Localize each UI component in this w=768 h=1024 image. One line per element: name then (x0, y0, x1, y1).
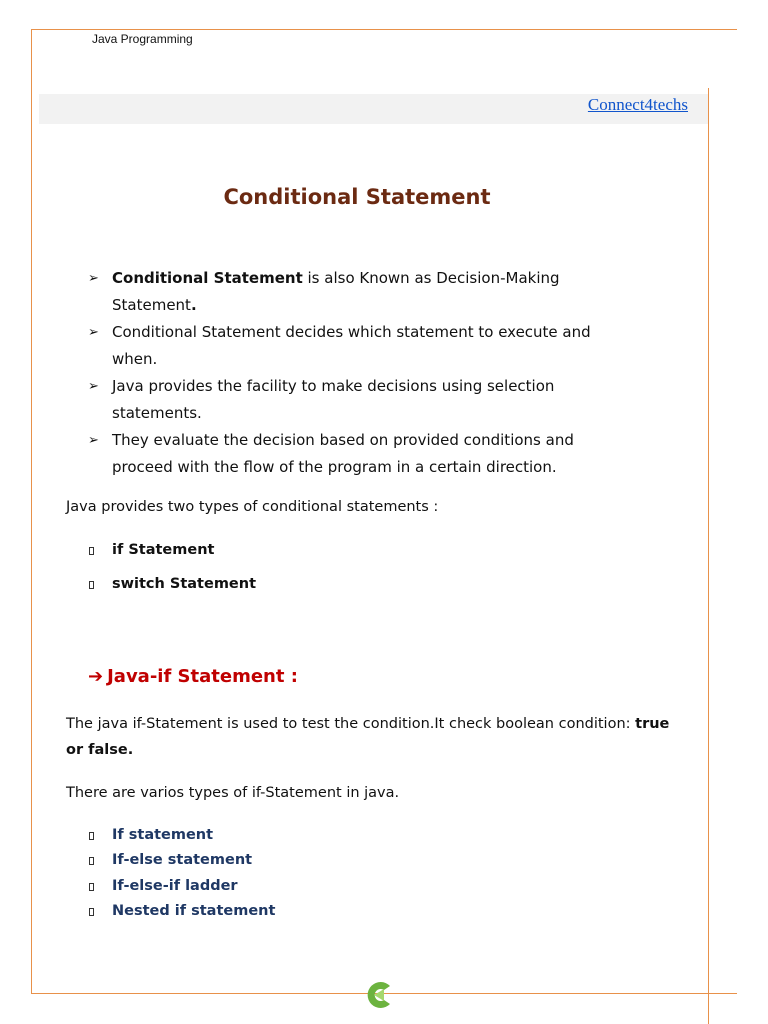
square-box-icon (89, 832, 94, 840)
section-heading-text: Java-if Statement : (107, 666, 298, 687)
bullet-text: Java provides the facility to make decisions using selection statements. (112, 377, 555, 422)
list-item (88, 876, 275, 901)
bullet-bold-tail: . (190, 296, 197, 314)
square-box-icon (89, 547, 94, 555)
running-header: Java Programming (92, 32, 193, 46)
variety-label: If-else-if ladder (112, 877, 238, 894)
square-box-icon (89, 857, 94, 865)
type-label: if Statement (112, 542, 215, 558)
section-description (66, 711, 686, 763)
type-label: switch Statement (112, 576, 257, 592)
section-heading (88, 664, 298, 690)
page-border-top (31, 29, 737, 30)
square-box-icon (89, 581, 94, 589)
list-item (88, 901, 275, 926)
intro-bullet-list (88, 265, 628, 481)
types-list (88, 540, 256, 608)
arrowhead-bullet-icon: ➢ (88, 379, 99, 394)
bullet-bold-term: Conditional Statement (112, 269, 303, 287)
list-item (88, 373, 628, 427)
variety-label: If statement (112, 827, 214, 843)
c-logo-icon (360, 977, 396, 1013)
page-border-left (31, 29, 32, 994)
square-box-icon (89, 883, 94, 891)
list-item (88, 319, 628, 373)
if-varieties-list (88, 825, 275, 926)
page-title: Conditional Statement (223, 185, 491, 209)
bullet-text: is also Known as Decision-Making Statement (112, 269, 560, 314)
right-arrow-icon: ➔ (88, 666, 104, 687)
variety-label: If-else statement (112, 852, 253, 869)
page-border-right (708, 88, 709, 1024)
site-link[interactable]: Connect4techs (587, 95, 688, 114)
list-item (88, 574, 256, 608)
list-item (88, 265, 628, 319)
site-banner (39, 94, 708, 124)
description-bold: true or false. (66, 716, 670, 758)
description-text: The java if-Statement is used to test the condition.It check boolean condition: (66, 716, 636, 732)
list-item (88, 540, 256, 574)
varieties-intro: There are varios types of if-Statement in java. (66, 785, 400, 801)
bullet-text: Conditional Statement decides which statement to execute and when. (112, 323, 591, 368)
types-intro: Java provides two types of conditional statements : (66, 499, 439, 515)
list-item (88, 850, 275, 875)
list-item (88, 825, 275, 850)
bullet-text: They evaluate the decision based on provided conditions and proceed with the flow of the program in a certain direction. (112, 431, 574, 476)
square-box-icon (89, 908, 94, 916)
list-item (88, 427, 628, 481)
arrowhead-bullet-icon: ➢ (88, 271, 99, 286)
variety-label: Nested if statement (112, 902, 276, 919)
arrowhead-bullet-icon: ➢ (88, 325, 99, 340)
arrowhead-bullet-icon: ➢ (88, 433, 99, 448)
